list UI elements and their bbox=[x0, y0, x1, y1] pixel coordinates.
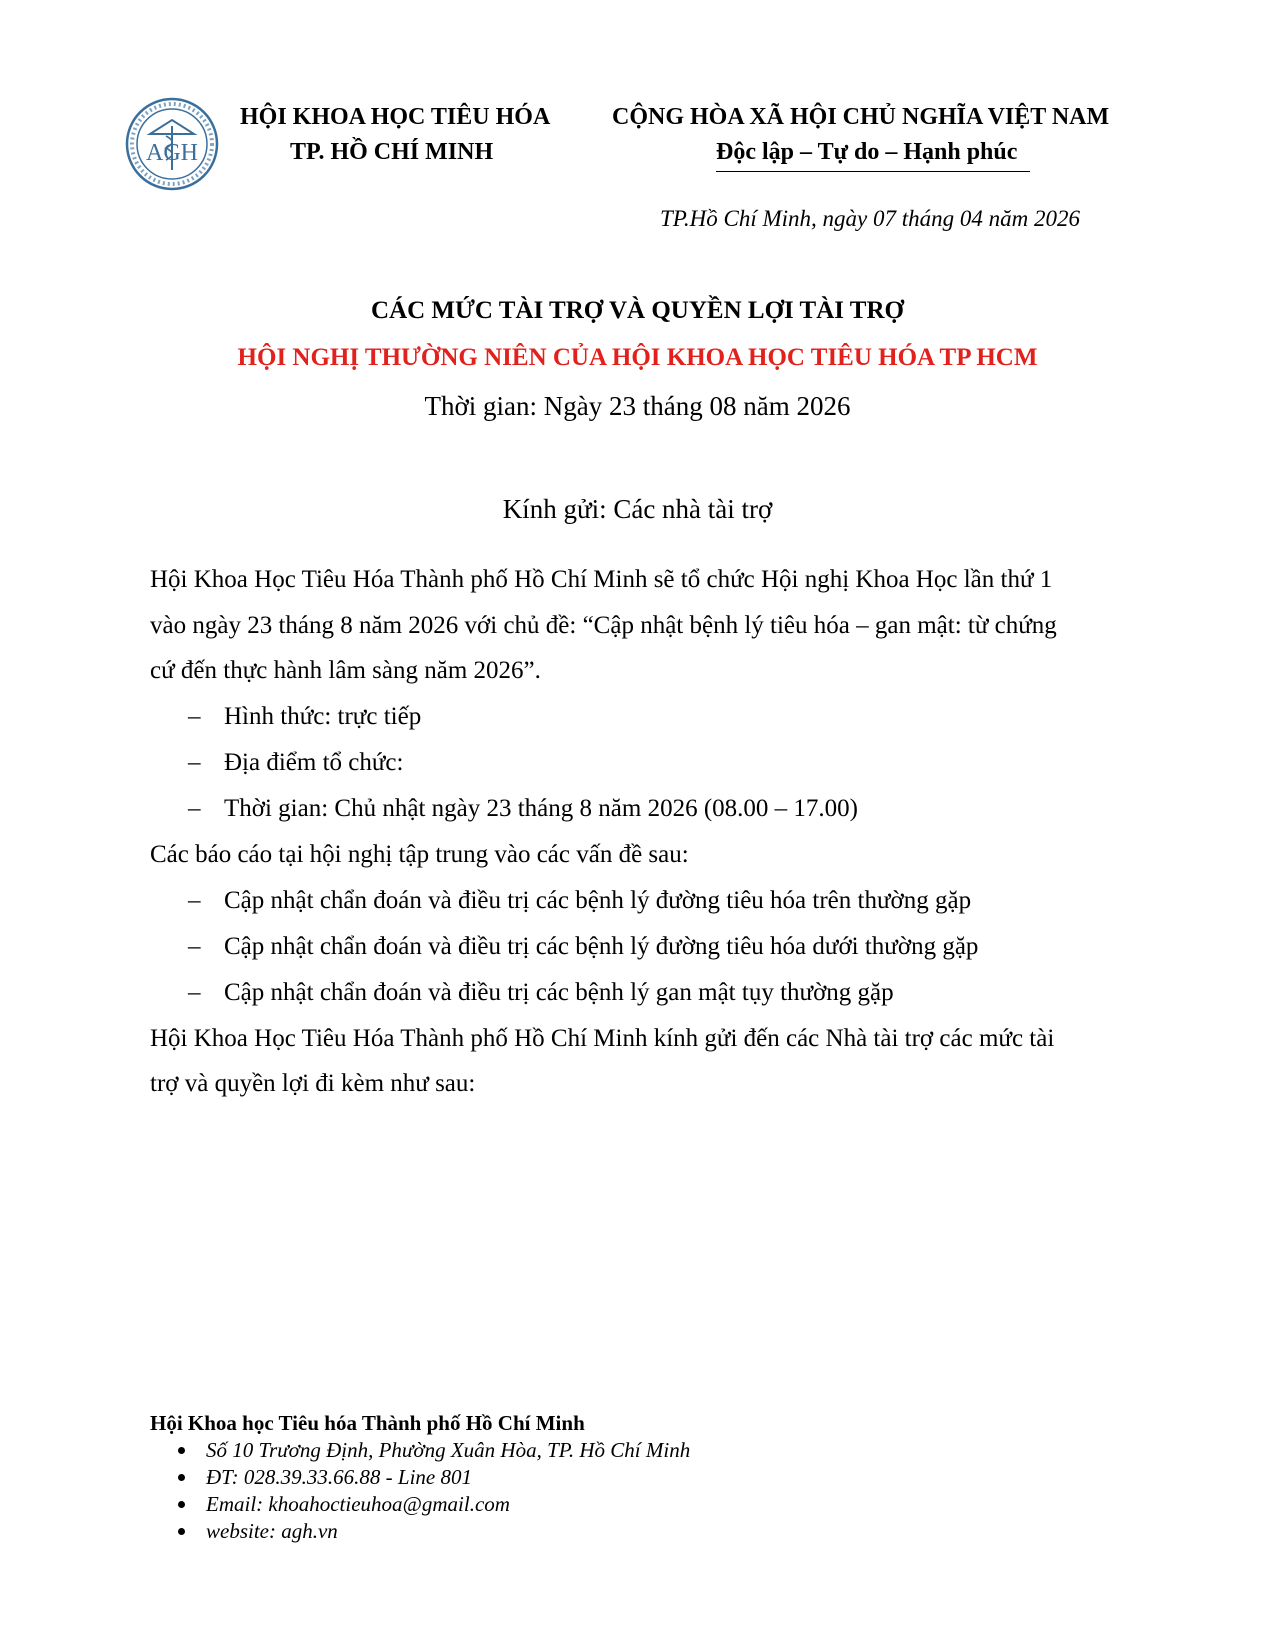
closing-line: Hội Khoa Học Tiêu Hóa Thành phố Hồ Chí Minh kính gửi đến các Nhà tài trợ các mức tài bbox=[150, 1025, 1055, 1052]
footer-item-text: Số 10 Trương Định, Phường Xuân Hòa, TP. Hồ Chí Minh bbox=[206, 1438, 691, 1462]
intro-line: Hội Khoa Học Tiêu Hóa Thành phố Hồ Chí Minh sẽ tổ chức Hội nghị Khoa Học lần thứ 1 bbox=[150, 566, 1053, 593]
topic-item bbox=[188, 887, 971, 915]
footer-item-text: ĐT: 028.39.33.66.88 - Line 801 bbox=[206, 1465, 473, 1489]
bullet-icon bbox=[178, 1501, 185, 1508]
bullet-icon bbox=[178, 1474, 185, 1481]
detail-item bbox=[188, 795, 858, 823]
bullet-icon bbox=[178, 1447, 185, 1454]
topics-intro: Các báo cáo tại hội nghị tập trung vào các vấn đề sau: bbox=[150, 841, 689, 868]
closing-line: trợ và quyền lợi đi kèm như sau: bbox=[150, 1070, 476, 1097]
topic-text: Cập nhật chẩn đoán và điều trị các bệnh lý gan mật tụy thường gặp bbox=[224, 979, 894, 1006]
detail-text: Địa điểm tổ chức: bbox=[224, 749, 404, 776]
agh-logo-icon bbox=[124, 96, 220, 192]
logo-text: AGH bbox=[146, 140, 198, 166]
footer-item-text[interactable]: website: agh.vn bbox=[206, 1519, 338, 1543]
conference-title: HỘI NGHỊ THƯỜNG NIÊN CỦA HỘI KHOA HỌC TIÊU HÓA TP HCM bbox=[237, 344, 1038, 371]
dash-marker: – bbox=[188, 979, 201, 1006]
greeting: Kính gửi: Các nhà tài trợ bbox=[502, 494, 773, 524]
footer-org-name: Hội Khoa học Tiêu hóa Thành phố Hồ Chí Minh bbox=[150, 1411, 585, 1435]
org-name-line2: TP. HỒ CHÍ MINH bbox=[290, 139, 494, 165]
document-title: CÁC MỨC TÀI TRỢ VÀ QUYỀN LỢI TÀI TRỢ bbox=[371, 297, 904, 324]
conference-date: Thời gian: Ngày 23 tháng 08 năm 2026 bbox=[424, 391, 851, 421]
detail-item bbox=[188, 703, 421, 731]
topic-item bbox=[188, 933, 978, 961]
dash-marker: – bbox=[188, 933, 201, 960]
topic-text: Cập nhật chẩn đoán và điều trị các bệnh lý đường tiêu hóa dưới thường gặp bbox=[224, 933, 979, 960]
intro-line: vào ngày 23 tháng 8 năm 2026 với chủ đề: “Cập nhật bệnh lý tiêu hóa – gan mật: từ chứng bbox=[150, 612, 1057, 639]
detail-text: Hình thức: trực tiếp bbox=[224, 703, 422, 730]
dash-marker: – bbox=[188, 749, 201, 776]
footer-item-text[interactable]: Email: khoahoctieuhoa@gmail.com bbox=[206, 1492, 510, 1516]
dash-marker: – bbox=[188, 887, 201, 914]
detail-text: Thời gian: Chủ nhật ngày 23 tháng 8 năm 2026 (08.00 – 17.00) bbox=[224, 795, 858, 822]
topic-item bbox=[188, 979, 894, 1007]
detail-item bbox=[188, 749, 403, 777]
national-motto: Độc lập – Tự do – Hạnh phúc bbox=[716, 139, 1018, 165]
org-name-line1: HỘI KHOA HỌC TIÊU HÓA bbox=[240, 104, 551, 130]
dash-marker: – bbox=[188, 795, 201, 822]
nation-name: CỘNG HÒA XÃ HỘI CHỦ NGHĨA VIỆT NAM bbox=[612, 104, 1110, 130]
dateline: TP.Hồ Chí Minh, ngày 07 tháng 04 năm 2026 bbox=[660, 206, 1080, 231]
intro-line: cứ đến thực hành lâm sàng năm 2026”. bbox=[150, 657, 541, 684]
dash-marker: – bbox=[188, 703, 201, 730]
bullet-icon bbox=[178, 1528, 185, 1535]
topic-text: Cập nhật chẩn đoán và điều trị các bệnh lý đường tiêu hóa trên thường gặp bbox=[224, 887, 972, 914]
motto-underline bbox=[716, 171, 1030, 172]
